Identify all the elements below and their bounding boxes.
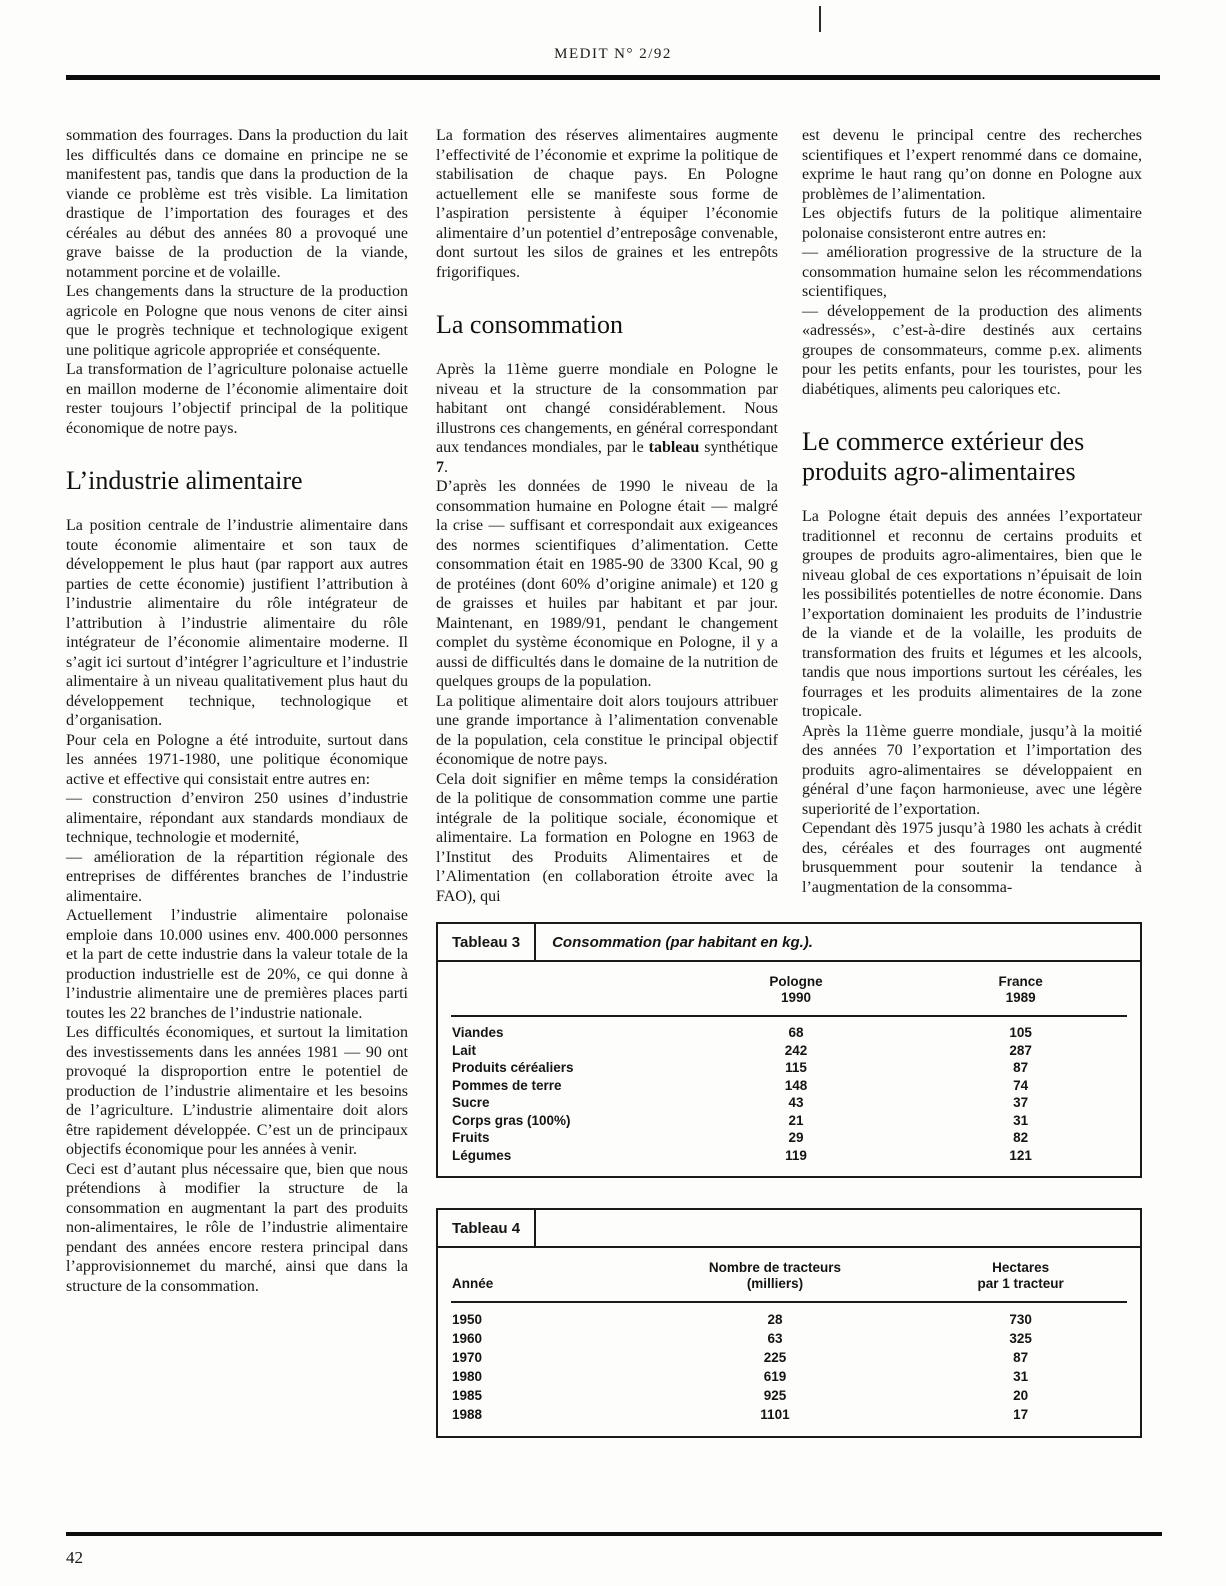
value-france: 82 xyxy=(1013,1130,1029,1145)
value-pologne: 119 xyxy=(785,1147,807,1163)
value-france: 87 xyxy=(1013,1060,1029,1075)
row-annee: 1960 xyxy=(452,1331,483,1346)
paragraph: Cependant dès 1975 jusqu’à 1980 les achats à crédit des, céréales et des fourrages ont augmenté brusquemment pour soutenir la tendance à l’augmentation de la consomma- xyxy=(802,820,1142,896)
table-row xyxy=(438,1094,1140,1112)
titlebar-divider xyxy=(534,1210,536,1246)
column-header-pologne xyxy=(691,974,902,1006)
value-france: 287 xyxy=(1009,1042,1032,1058)
header-line2: (milliers) xyxy=(746,1276,804,1291)
paragraph: La formation des réserves alimentaires augmente l’effectivité de l’économie et exprime la politique de stabilisation de chaque pays. En Pologne actuellement elle se manifeste sous forme de l’aspiration persistente à équiper l’économie alimentaire d’un potentiel d’entreposâge convenable, dont surtout les silos de graines et les entrepôts frigorifiques. xyxy=(436,127,778,281)
row-annee: 1988 xyxy=(452,1407,483,1422)
paragraph: La Pologne était depuis des années l’exportateur traditionnel et reconnu de certains produits et groupes de produits agro-alimentaires, bien que le niveau global de ces exportations n’épuisait de loin les possibilités potentielles de notre économie. Dans l’exportation dominaient les produits de l’industrie de la viande et de la volaille, les produits de transformation des fruits et légumes et les alcools, tandis que nous importions surtout les céréales, les fourrages et les produits alimentaires de la zone tropicale. xyxy=(802,508,1142,720)
paragraph: est devenu le principal centre des recherches scientifiques et l’expert renommé dans ce domaine, exprime le haut rang qu’on donne en Pologne aux problèmes de l’alimentation. xyxy=(802,127,1142,203)
header-name: Pologne xyxy=(769,974,823,989)
footer-rule xyxy=(66,1532,1162,1536)
text-run: . xyxy=(444,458,448,476)
paragraph xyxy=(436,360,778,477)
tableau-4-header-row xyxy=(438,1248,1140,1292)
value-pologne: 29 xyxy=(788,1130,804,1145)
column-header-hectares xyxy=(901,1260,1140,1292)
header-line1: Nombre de tracteurs xyxy=(708,1260,841,1275)
table-row xyxy=(438,1129,1140,1147)
value-hectares: 325 xyxy=(1009,1331,1032,1346)
row-label: Produits céréaliers xyxy=(452,1060,574,1075)
page-number: 42 xyxy=(66,1548,83,1567)
value-tracteurs: 925 xyxy=(763,1388,787,1403)
paragraph: La politique alimentaire doit alors toujours attribuer une grande importance à l’alimentation convenable de la population, cela constitue le principal objectif économique de notre pays. xyxy=(436,692,778,768)
article-body xyxy=(66,126,1142,1438)
row-label: Légumes xyxy=(452,1147,512,1163)
value-pologne: 148 xyxy=(784,1077,808,1093)
column-3 xyxy=(802,126,1142,906)
value-france: 74 xyxy=(1013,1077,1029,1093)
table-row xyxy=(438,1024,1140,1042)
paragraph: Pour cela en Pologne a été introduite, surtout dans les années 1971-1980, une politique économique active et effective qui consistait entre autres en: xyxy=(66,731,408,788)
value-tracteurs: 1101 xyxy=(760,1407,790,1422)
table-row xyxy=(438,1077,1140,1095)
row-label: Lait xyxy=(452,1042,477,1058)
scan-registration-mark xyxy=(819,6,821,32)
value-hectares: 87 xyxy=(1013,1350,1029,1365)
bold-text: 7 xyxy=(436,458,444,476)
columns-2-3 xyxy=(436,126,1142,906)
header-rule xyxy=(66,75,1160,80)
value-hectares: 730 xyxy=(1009,1312,1032,1327)
tableau-3 xyxy=(436,922,1142,1178)
tableau-3-label: Tableau 3 xyxy=(452,933,521,951)
table-row xyxy=(438,1147,1140,1165)
table-row xyxy=(438,1059,1140,1077)
value-pologne: 43 xyxy=(788,1095,804,1110)
value-tracteurs: 225 xyxy=(763,1350,787,1365)
value-hectares: 20 xyxy=(1013,1388,1029,1403)
value-hectares: 31 xyxy=(1013,1369,1029,1384)
header-line2: par 1 tracteur xyxy=(977,1276,1064,1291)
column-header-france xyxy=(901,974,1140,1006)
table-row xyxy=(438,1042,1140,1060)
table-row xyxy=(438,1112,1140,1130)
value-france: 31 xyxy=(1013,1112,1029,1128)
table-row xyxy=(438,1348,1140,1367)
text-run: synthétique xyxy=(699,439,779,456)
tableau-4 xyxy=(436,1208,1142,1438)
page-header xyxy=(0,0,1226,80)
table-rule xyxy=(451,1301,1127,1303)
value-pologne: 242 xyxy=(784,1042,808,1058)
tableau-3-rows xyxy=(438,1024,1140,1176)
column-header-annee: Année xyxy=(452,1276,494,1291)
paragraph: sommation des fourrages. Dans la production du lait les difficultés dans ce domaine en principe ne se manifestent pas, tandis que dans la production de la viande ce problème est très visible. La limitation drastique de l’importation des fourages et des céréales au début des années 80 a provoqué une grave baisse de la production de la viande, notamment porcine et de volaille. xyxy=(66,127,408,281)
section-heading-commerce-exterieur: Le commerce extérieur des produits agro-alimentaires xyxy=(802,427,1085,486)
paragraph: Les difficultés économiques, et surtout la limitation des investissements dans les années 1981 — 90 ont provoqué la disproportion entre le potentiel de production de l’industrie alimentaire et les besoins de l’agriculture. L’industrie alimentaire doit alors être rapidement développée. C’est un de principaux objectifs économique pour les années à venir. xyxy=(66,1024,408,1158)
section-heading-consommation: La consommation xyxy=(436,310,624,339)
value-tracteurs: 28 xyxy=(767,1312,783,1327)
header-line1: Hectares xyxy=(992,1260,1050,1275)
header-name: France xyxy=(998,974,1043,989)
value-pologne: 115 xyxy=(785,1060,807,1075)
list-dash-item: — construction d’environ 250 usines d’industrie alimentaire, répondant aux standards mondiaux de technique, technologie et modernité, xyxy=(66,790,408,846)
value-pologne: 21 xyxy=(788,1112,804,1128)
row-annee: 1950 xyxy=(452,1312,483,1327)
paragraph: Ceci est d’autant plus nécessaire que, bien que nous prétendions à modifier la structure de la consommation en augmentant la part des produits non-alimentaires, le rôle de l’industrie alimentaire pendant des années encore restera principal dans l’approvisionnemet du marché, ainsi que dans la structure de la consommation. xyxy=(66,1160,408,1295)
table-row xyxy=(438,1329,1140,1348)
list-dash-item: — amélioration de la répartition régionale des entreprises de différentes branches de l’industrie alimentaire. xyxy=(66,848,408,905)
row-annee: 1980 xyxy=(452,1369,483,1384)
value-tracteurs: 619 xyxy=(763,1369,787,1384)
value-france: 121 xyxy=(1009,1147,1032,1163)
row-label: Pommes de terre xyxy=(452,1077,562,1093)
bold-text: tableau xyxy=(648,439,700,456)
paragraph: D’après les données de 1990 le niveau de la consommation humaine en Pologne était — malgré la crise — suffisant et correspondait aux exigeances des normes scientifiques d’alimentation. Cette consommation était en 1985-90 de 3300 Kcal, 90 g de protéines (dont 60% d’origine animale) et 120 g de graisses et huiles par habitant et par jour. Maintenant, en 1989/91, pendant le changement complet du système économique en Pologne, il y a aussi de difficultés dans le domaine de la nutrition de quelques groups de la population. xyxy=(436,478,778,690)
table-row xyxy=(438,1405,1140,1424)
tables-area xyxy=(436,922,1142,1438)
column-2 xyxy=(436,126,778,906)
section-heading-industrie-alimentaire: L’industrie alimentaire xyxy=(66,466,303,495)
row-label: Fruits xyxy=(452,1130,490,1145)
tableau-4-titlebar xyxy=(438,1210,1140,1248)
tableau-4-rows xyxy=(438,1310,1140,1436)
column-1 xyxy=(66,126,408,1438)
value-tracteurs: 63 xyxy=(767,1331,783,1346)
row-annee: 1970 xyxy=(452,1350,483,1365)
value-france: 105 xyxy=(1009,1025,1032,1040)
paragraph: Cela doit signifier en même temps la considération de la politique de consommation comme une partie intégrale de la politique sociale, économique et alimentaire. La formation en Pologne en 1963 de l’Institut des Produits Alimentaires et de l’Alimentation (en collaboration étroite avec la FAO), qui xyxy=(436,770,778,905)
table-row xyxy=(438,1367,1140,1386)
paragraph: Les objectifs futurs de la politique alimentaire polonaise consisteront entre autres en: xyxy=(802,205,1142,242)
value-france: 37 xyxy=(1013,1095,1029,1110)
table-rule xyxy=(451,1015,1127,1017)
right-section xyxy=(436,126,1142,1438)
column-header-tracteurs xyxy=(649,1260,902,1292)
table-row xyxy=(438,1386,1140,1405)
row-label: Corps gras (100%) xyxy=(452,1112,571,1128)
row-label: Viandes xyxy=(452,1025,504,1040)
table-row xyxy=(438,1310,1140,1329)
header-year: 1990 xyxy=(780,990,812,1005)
tableau-3-header-row xyxy=(438,962,1140,1006)
tableau-4-label: Tableau 4 xyxy=(452,1219,521,1237)
header-year: 1989 xyxy=(1005,990,1036,1005)
paragraph: Les changements dans la structure de la production agricole en Pologne que nous venons de citer ainsi que le progrès technique et technologique exigent une politique agricole appropriée et conséquente. xyxy=(66,283,408,359)
tableau-3-title: Consommation (par habitant en kg.). xyxy=(552,933,813,951)
row-annee: 1985 xyxy=(452,1388,483,1403)
text-run: Après la 11ème guerre mondiale en Pologne le niveau et la structure de la consommation par habitant ont changé considérablement. Nous illustrons ces changements, en général correspondant aux tendances mondiales, par le xyxy=(436,361,778,456)
value-hectares: 17 xyxy=(1013,1407,1029,1422)
list-dash-item: — développement de la production des aliments «adressés», c’est-à-dire destinés aux certains groupes de consommateurs, comme p.ex. aliments pour les petits enfants, pour les touristes, pour les diabétiques, aliments peu caloriques etc. xyxy=(802,302,1142,398)
list-dash-item: — amélioration progressive de la structure de la consommation humaine selon les récommendations scientifiques, xyxy=(802,244,1142,300)
row-label: Sucre xyxy=(452,1095,490,1110)
journal-title: MEDIT N° 2/92 xyxy=(554,46,672,62)
paragraph: Actuellement l’industrie alimentaire polonaise emploie dans 10.000 usines env. 400.000 personnes et la part de cette industrie dans la valeur totale de la production industrielle est de 20%, ce qui donne à l’industrie alimentaire une de premières places parti toutes les 22 branches de l’industrie nationale. xyxy=(66,907,408,1022)
paragraph: La transformation de l’agriculture polonaise actuelle en maillon moderne de l’économie alimentaire doit rester toujours l’objectif principal de la politique économique de notre pays. xyxy=(66,361,408,437)
paragraph: La position centrale de l’industrie alimentaire dans toute économie alimentaire et son taux de développement le plus haut (par rapport aux autres parties de cette économie) justifient l’attribution à l’industrie alimentaire du rôle intégrateur de l’attribution à l’industrie alimentaire du rôle intégrateur de l’économie alimentaire moderne. Il s’agit ici surtout d’intégrer l’agriculture et l’industrie alimentaire à un niveau qualitativement plus haut du développement technique, technologique et d’organisation. xyxy=(66,517,408,729)
value-pologne: 68 xyxy=(788,1025,804,1040)
paragraph: Après la 11ème guerre mondiale, jusqu’à la moitié des années 70 l’exportation et l’importation des produits agro-alimentaires se développaient en général d’une façon harmonieuse, avec une légère superiorité de l’exportation. xyxy=(802,722,1142,818)
tableau-3-titlebar xyxy=(438,924,1140,962)
